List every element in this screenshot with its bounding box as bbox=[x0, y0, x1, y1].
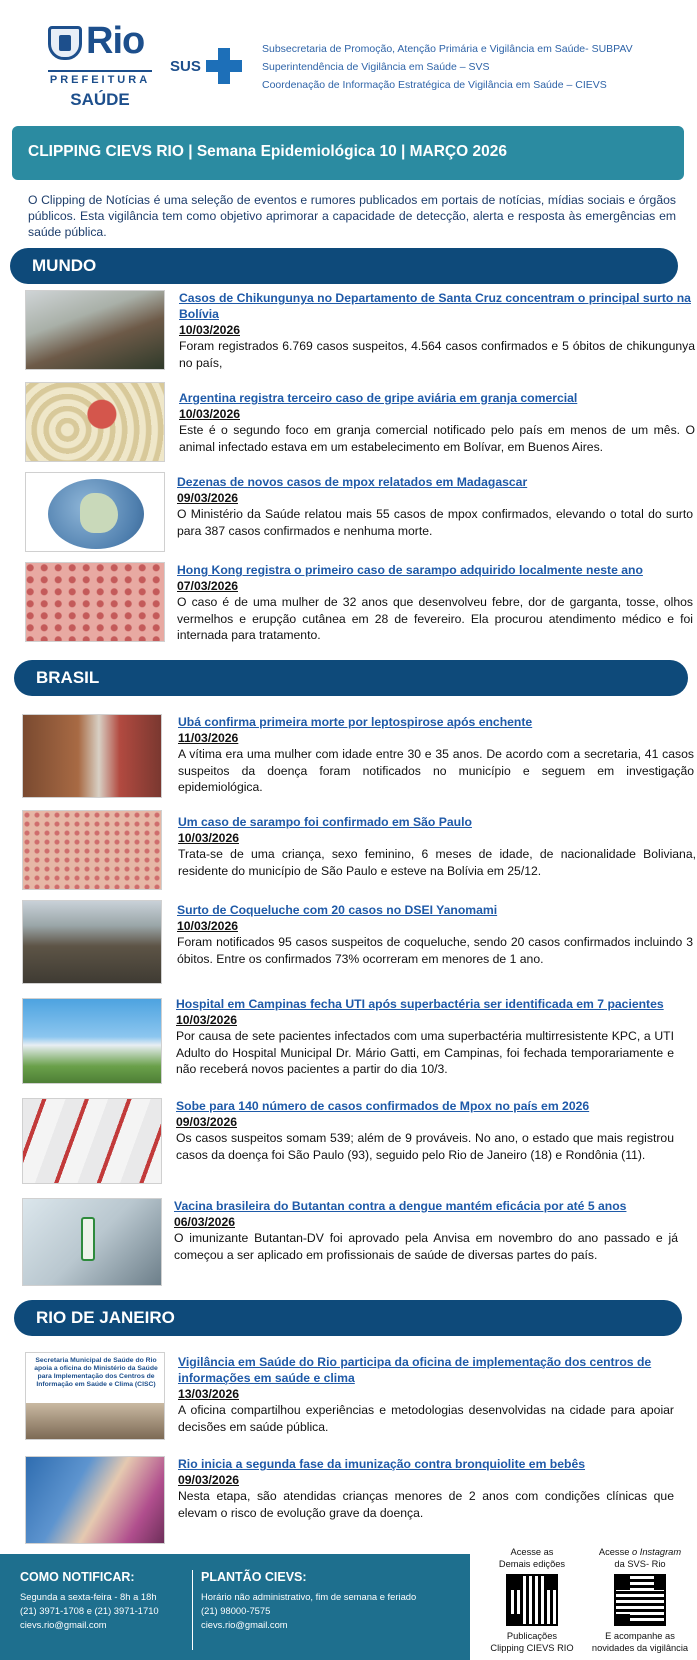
news-title-link[interactable]: Vacina brasileira do Butantan contra a dengue mantém eficácia por até 5 anos bbox=[174, 1199, 627, 1213]
contact-footer bbox=[0, 1554, 470, 1660]
news-thumbnail bbox=[22, 1198, 162, 1286]
notify-phones: (21) 3971-1708 e (21) 3971-1710 bbox=[20, 1605, 159, 1616]
org-line-cievs: Coordenação de Informação Estratégica de Vigilância em Saúde – CIEVS bbox=[262, 79, 607, 91]
news-thumbnail bbox=[22, 1098, 162, 1184]
news-title-link[interactable]: Surto de Coqueluche com 20 casos no DSEI Yanomami bbox=[177, 903, 498, 917]
qr-instagram-prefix: Acesse bbox=[598, 1547, 632, 1557]
sus-logo bbox=[170, 46, 244, 86]
news-title-link[interactable]: Casos de Chikungunya no Departamento de Santa Cruz concentram o principal surto na Bolívia bbox=[179, 291, 691, 321]
rio-crest-icon bbox=[48, 26, 82, 60]
news-title-link[interactable]: Argentina registra terceiro caso de gripe aviária em granja comercial bbox=[179, 391, 578, 405]
news-date: 10/03/2026 bbox=[179, 323, 240, 337]
news-title-link[interactable]: Ubá confirma primeira morte por leptospirose após enchente bbox=[178, 715, 533, 729]
news-date: 07/03/2026 bbox=[177, 579, 238, 593]
globe-image bbox=[48, 479, 144, 549]
news-title-link[interactable]: Dezenas de novos casos de mpox relatados em Madagascar bbox=[177, 475, 528, 489]
news-thumbnail bbox=[25, 382, 165, 462]
plantao-hours: Horário não administrativo, fim de semana e feriado bbox=[201, 1591, 417, 1602]
group-photo bbox=[26, 1403, 165, 1439]
vaccine-vial-image bbox=[81, 1217, 95, 1261]
news-date: 10/03/2026 bbox=[178, 831, 239, 845]
news-summary: A vítima era uma mulher com idade entre 30 e 35 anos. De acordo com a secretaria, 41 casos suspeitos da doença foram notificados no município e seguem em investigação epidemiológica. bbox=[178, 747, 694, 794]
title-banner bbox=[12, 126, 684, 180]
news-thumbnail bbox=[25, 472, 165, 552]
section-label: RIO DE JANEIRO bbox=[36, 1308, 175, 1327]
qr-instagram-top-line2: da SVS- Rio bbox=[614, 1559, 666, 1569]
section-header-rio-de-janeiro bbox=[14, 1300, 682, 1336]
news-summary: Por causa de sete pacientes infectados com uma superbactéria multirresistente KPC, a UTI Adulto do Hospital Municipal Dr. Mário Gatti, em Campinas, foi fechada temporariamente e não receberá novos pacientes a partir do dia 10/3. bbox=[176, 1029, 674, 1076]
news-summary: O Ministério da Saúde relatou mais 55 casos de mpox confirmados, elevando o total do surto para 387 casos confirmados e nenhuma morte. bbox=[177, 507, 693, 538]
news-title-link[interactable]: Sobe para 140 número de casos confirmados de Mpox no país em 2026 bbox=[176, 1099, 590, 1113]
thumbnail-caption: Secretaria Municipal de Saúde do Rio apoia a oficina do Ministério da Saúde para Implementação dos Centros de Informação em Saúde e Clima (CISC) bbox=[34, 1357, 158, 1388]
plantao-block bbox=[192, 1570, 416, 1650]
notify-email[interactable]: cievs.rio@gmail.com bbox=[20, 1619, 107, 1630]
qr-instagram-italic: o Instagram bbox=[631, 1547, 682, 1557]
logo-saude: SAÚDE bbox=[70, 90, 130, 109]
news-summary: A oficina compartilhou experiências e metodologias desenvolvidas na cidade para apoiar decisões em saúde pública. bbox=[178, 1403, 674, 1434]
news-thumbnail bbox=[22, 900, 162, 984]
news-thumbnail bbox=[25, 290, 165, 370]
news-date: 09/03/2026 bbox=[177, 491, 238, 505]
news-title-link[interactable]: Hospital em Campinas fecha UTI após superbactéria ser identificada em 7 pacientes bbox=[176, 997, 664, 1011]
intro-paragraph: O Clipping de Notícias é uma seleção de eventos e rumores publicados em portais de notícias, mídias sociais e órgãos públicos. Esta vigilância tem como objetivo aprimorar a capacidade de detecção, alerta e resposta às emergências em saúde pública. bbox=[28, 193, 676, 239]
news-thumbnail bbox=[22, 714, 162, 798]
qr-editions-bottom-line1: Publicações bbox=[506, 1631, 558, 1641]
section-header-mundo bbox=[10, 248, 678, 284]
page-title: CLIPPING CIEVS RIO | Semana Epidemiológica 10 | MARÇO 2026 bbox=[28, 143, 507, 160]
logo-prefeitura: PREFEITURA bbox=[48, 70, 152, 86]
qr-editions-block bbox=[482, 1546, 582, 1654]
qr-editions-top-line2: Demais edições bbox=[498, 1559, 566, 1569]
plantao-phone: (21) 98000-7575 bbox=[201, 1605, 271, 1616]
qr-editions-bottom-line2: Clipping CIEVS RIO bbox=[490, 1643, 574, 1653]
news-summary: O caso é de uma mulher de 32 anos que desenvolveu febre, dor de garganta, tosse, olhos vermelhos e erupção cutânea em 28 de fevereiro. Ela procurou atendimento médico e foi internada para tratamento. bbox=[177, 595, 693, 642]
news-date: 06/03/2026 bbox=[174, 1215, 235, 1229]
section-label: BRASIL bbox=[36, 668, 100, 687]
news-title-link[interactable]: Vigilância em Saúde do Rio participa da oficina de implementação dos centros de informações em saúde e clima bbox=[178, 1355, 652, 1385]
qr-instagram-bottom-line1: E acompanhe as bbox=[605, 1631, 675, 1641]
news-date: 11/03/2026 bbox=[178, 731, 239, 745]
plantao-title: PLANTÃO CIEVS: bbox=[201, 1570, 307, 1584]
org-line-svs: Superintendência de Vigilância em Saúde – SVS bbox=[262, 61, 490, 73]
sus-cross-icon bbox=[206, 48, 242, 84]
plantao-email[interactable]: cievs.rio@gmail.com bbox=[201, 1619, 288, 1630]
qr-code-instagram-icon[interactable] bbox=[614, 1574, 666, 1626]
logo-word: Rio bbox=[86, 20, 145, 62]
news-thumbnail bbox=[22, 998, 162, 1084]
sus-label: SUS bbox=[170, 58, 201, 75]
section-label: MUNDO bbox=[32, 256, 97, 275]
qr-instagram-bottom-line2: novidades da vigilância bbox=[591, 1643, 689, 1653]
news-summary: Os casos suspeitos somam 539; além de 9 prováveis. No ano, o estado que mais registrou casos da doença foi São Paulo (93), seguido pelo Rio de Janeiro (18) e Rondônia (11). bbox=[176, 1131, 674, 1162]
qr-editions-top-line1: Acesse as bbox=[510, 1547, 554, 1557]
news-date: 13/03/2026 bbox=[178, 1387, 239, 1401]
qr-instagram-block bbox=[590, 1546, 690, 1654]
news-date: 10/03/2026 bbox=[177, 919, 238, 933]
section-header-brasil bbox=[14, 660, 688, 696]
news-title-link[interactable]: Um caso de sarampo foi confirmado em São Paulo bbox=[178, 815, 472, 829]
qr-code-editions-icon[interactable] bbox=[506, 1574, 558, 1626]
news-summary: Este é o segundo foco em granja comercial notificado pelo país em menos de um mês. O animal infectado estava em um estabelecimento em Bolívar, em Buenos Aires. bbox=[179, 423, 695, 454]
news-date: 10/03/2026 bbox=[179, 407, 240, 421]
news-summary: Trata-se de uma criança, sexo feminino, 6 meses de idade, de nacionalidade Boliviana, residente do município de São Paulo e esteve na Bolívia em 25/12. bbox=[178, 847, 696, 878]
news-title-link[interactable]: Rio inicia a segunda fase da imunização contra bronquiolite em bebês bbox=[178, 1457, 586, 1471]
organization-lines bbox=[262, 40, 633, 94]
prefeitura-rio-saude-logo bbox=[44, 22, 154, 110]
news-date: 09/03/2026 bbox=[176, 1115, 237, 1129]
qr-instagram-top-line1 bbox=[590, 1546, 690, 1558]
news-date: 10/03/2026 bbox=[176, 1013, 237, 1027]
org-line-subpav: Subsecretaria de Promoção, Atenção Primária e Vigilância em Saúde- SUBPAV bbox=[262, 43, 633, 55]
news-summary: Foram notificados 95 casos suspeitos de coqueluche, sendo 20 casos confirmados incluindo 3 óbitos. Entre os confirmados 73% ocorreram em menores de 1 ano. bbox=[177, 935, 693, 966]
page-header bbox=[0, 0, 697, 118]
news-summary: O imunizante Butantan-DV foi aprovado pela Anvisa em novembro do ano passado e já começou a ser aplicado em profissionais de saúde de diversas partes do país. bbox=[174, 1231, 678, 1262]
news-date: 09/03/2026 bbox=[178, 1473, 239, 1487]
notify-hours: Segunda a sexta-feira - 8h a 18h bbox=[20, 1591, 157, 1602]
news-thumbnail bbox=[25, 1352, 165, 1440]
news-thumbnail bbox=[25, 562, 165, 642]
notify-title: COMO NOTIFICAR: bbox=[20, 1570, 135, 1584]
news-thumbnail bbox=[25, 1456, 165, 1544]
news-summary: Nesta etapa, são atendidas crianças menores de 2 anos com condições clínicas que elevam o risco de evolução grave da doença. bbox=[178, 1489, 674, 1520]
notify-block bbox=[20, 1570, 159, 1632]
news-summary: Foram registrados 6.769 casos suspeitos, 4.564 casos confirmados e 5 óbitos de chikungunya no país, bbox=[179, 339, 695, 370]
news-thumbnail bbox=[22, 810, 162, 890]
news-title-link[interactable]: Hong Kong registra o primeiro caso de sarampo adquirido localmente neste ano bbox=[177, 563, 643, 577]
